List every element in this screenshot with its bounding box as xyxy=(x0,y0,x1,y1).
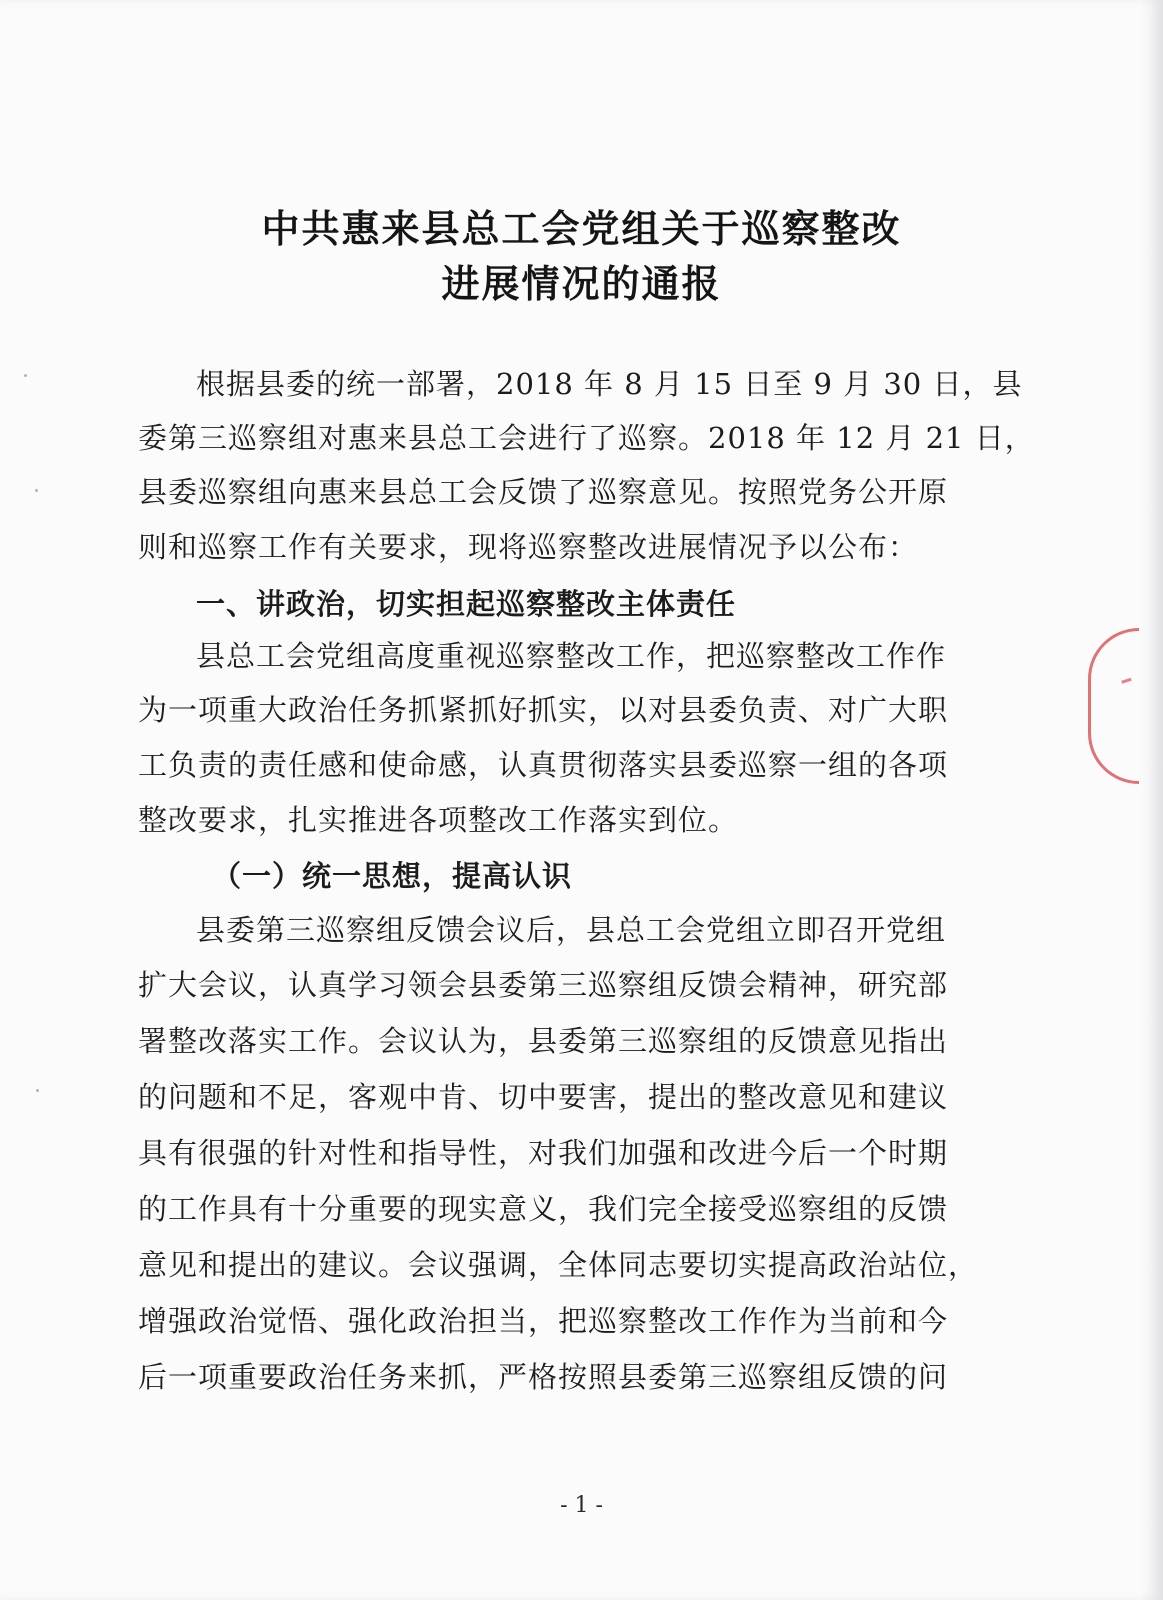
document-title-line-1: 中共惠来县总工会党组关于巡察整改 xyxy=(261,206,902,251)
body-line-11: 县委第三巡察组反馈会议后，县总工会党组立即召开党组 xyxy=(196,913,947,947)
body-line-13: 署整改落实工作。会议认为，县委第三巡察组的反馈意见指出 xyxy=(138,1024,949,1058)
section-heading-1: 一、讲政治，切实担起巡察整改主体责任 xyxy=(196,587,737,621)
document-title-line-2: 进展情况的通报 xyxy=(441,261,722,306)
scan-speck xyxy=(24,374,27,377)
page-number: - 1 - xyxy=(560,1493,603,1518)
body-line-15: 具有很强的针对性和指导性，对我们加强和改进今后一个时期 xyxy=(138,1136,949,1170)
body-line-6: 县总工会党组高度重视巡察整改工作，把巡察整改工作作 xyxy=(196,639,947,673)
body-line-19: 后一项重要政治任务来抓，严格按照县委第三巡察组反馈的问 xyxy=(138,1360,949,1394)
body-line-4: 则和巡察工作有关要求，现将巡察整改进展情况予以公布： xyxy=(138,530,919,564)
body-line-2: 委第三巡察组对惠来县总工会进行了巡察。2018 年 12 月 21 日， xyxy=(138,421,1035,455)
body-line-1: 根据县委的统一部署，2018 年 8 月 15 日至 9 月 30 日，县 xyxy=(196,367,1023,401)
body-line-12: 扩大会议，认真学习领会县委第三巡察组反馈会精神，研究部 xyxy=(138,968,949,1002)
body-line-3: 县委巡察组向惠来县总工会反馈了巡察意见。按照党务公开原 xyxy=(138,475,949,509)
body-line-16: 的工作具有十分重要的现实意义，我们完全接受巡察组的反馈 xyxy=(138,1192,949,1226)
body-line-8: 工负责的责任感和使命感，认真贯彻落实县委巡察一组的各项 xyxy=(138,748,949,782)
red-seal-fragment xyxy=(1088,628,1139,784)
subsection-heading-1: （一）统一思想，提高认识 xyxy=(212,859,573,893)
body-line-18: 增强政治觉悟、强化政治担当，把巡察整改工作作为当前和今 xyxy=(138,1304,949,1338)
body-line-14: 的问题和不足，客观中肯、切中要害，提出的整改意见和建议 xyxy=(138,1080,949,1114)
scan-speck xyxy=(36,1089,39,1092)
body-line-7: 为一项重大政治任务抓紧抓好抓实，以对县委负责、对广大职 xyxy=(138,693,949,727)
body-line-9: 整改要求，扎实推进各项整改工作落实到位。 xyxy=(138,803,739,837)
body-line-17: 意见和提出的建议。会议强调，全体同志要切实提高政治站位， xyxy=(138,1248,979,1282)
scan-speck xyxy=(35,489,38,492)
